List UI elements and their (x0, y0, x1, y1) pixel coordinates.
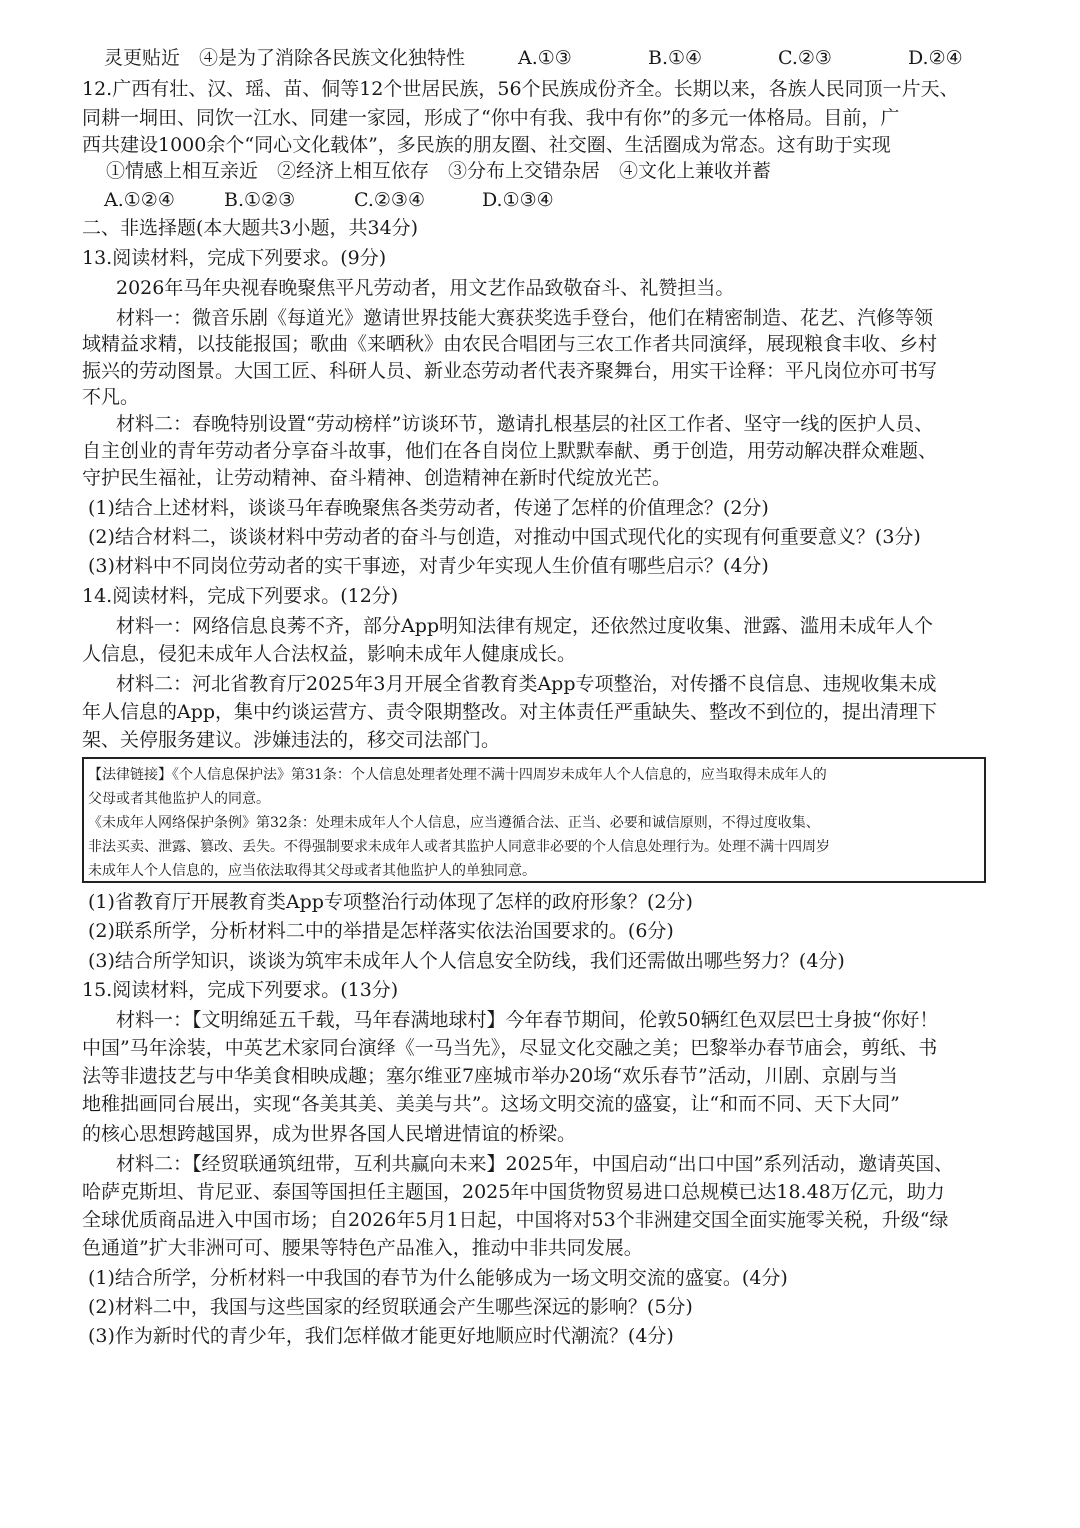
q14-line: 人信息，侵犯未成年人合法权益，影响未成年人健康成长。 (82, 643, 577, 665)
q14-line: 材料二：河北省教育厅2025年3月开展全省教育类App专项整治，对传播不良信息、违规收集未成 (116, 673, 937, 695)
q13-line: 2026年马年央视春晚聚焦平凡劳动者，用文艺作品致敬奋斗、礼赞担当。 (116, 277, 735, 299)
q13-question: (2)结合材料二，谈谈材料中劳动者的奋斗与创造，对推动中国式现代化的实现有何重要意义？(3分) (88, 526, 921, 548)
q14-question: (1)省教育厅开展教育类App专项整治行动体现了怎样的政府形象？(2分) (88, 891, 693, 913)
q13-line: 振兴的劳动图景。大国工匠、科研人员、新业态劳动者代表齐聚舞台，用实干诠释：平凡岗位亦可书写 (82, 360, 938, 382)
q15-line: 哈萨克斯坦、肯尼亚、泰国等国担任主题国，2025年中国货物贸易进口总规模已达18.48万亿元，助力 (82, 1181, 945, 1203)
legal-line: 未成年人个人信息的，应当依法取得其父母或者其他监护人的单独同意。 (88, 863, 536, 879)
q12-line: 12.广西有壮、汉、瑶、苗、侗等12个世居民族，56个民族成份齐全。长期以来，各族人民同顶一片天、 (82, 78, 959, 100)
q13-line: 不凡。 (82, 386, 140, 408)
legal-link-box (82, 757, 986, 883)
q11-option-c: C.②③ (778, 47, 832, 69)
q13-line: 材料一：微音乐剧《每道光》邀请世界技能大赛获奖选手登台，他们在精密制造、花艺、汽修等领 (116, 307, 934, 329)
q12-option-a: A.①②④ (104, 189, 175, 211)
q15-title: 15.阅读材料，完成下列要求。(13分) (82, 979, 399, 1001)
q14-line: 年人信息的App，集中约谈运营方、责令限期整改。对主体责任严重缺失、整改不到位的，提出清理下 (82, 701, 938, 723)
q14-question: (2)联系所学，分析材料二中的举措是怎样落实依法治国要求的。(6分) (88, 920, 674, 942)
q15-line: 法等非遗技艺与中华美食相映成趣；塞尔维亚7座城市举办20场“欢乐春节”活动，川剧、京剧与当 (82, 1065, 898, 1087)
q11-option-b: B.①④ (648, 47, 703, 69)
legal-line: 《未成年人网络保护条例》第32条：处理未成年人个人信息，应当遵循合法、正当、必要和诚信原则，不得过度收集、 (88, 815, 820, 831)
q14-line: 架、关停服务建议。涉嫌违法的，移交司法部门。 (82, 729, 501, 751)
q12-option-c: C.②③④ (354, 189, 425, 211)
q12-option-b: B.①②③ (224, 189, 296, 211)
q13-line: 守护民生福祉，让劳动精神、奋斗精神、创造精神在新时代绽放光芒。 (82, 467, 672, 489)
q15-line: 材料二：【经贸联通筑纽带，互利共赢向未来】2025年，中国启动“出口中国”系列活动，邀请英国、 (116, 1153, 954, 1175)
q15-line: 色通道”扩大非洲可可、腰果等特色产品准入，推动中非共同发展。 (82, 1237, 643, 1259)
q15-line: 地稚拙画同台展出，实现“各美其美、美美与共”。这场文明交流的盛宴，让“和而不同、天下大同” (82, 1093, 900, 1115)
q15-question: (3)作为新时代的青少年，我们怎样做才能更好地顺应时代潮流？(4分) (88, 1325, 674, 1347)
legal-line: 非法买卖、泄露、篡改、丢失。不得强制要求未成年人或者其监护人同意非必要的个人信息处理行为。处理不满十四周岁 (88, 839, 830, 855)
q11-option-a: A.①③ (518, 47, 572, 69)
q13-question: (1)结合上述材料，谈谈马年春晚聚焦各类劳动者，传递了怎样的价值理念？(2分) (88, 497, 769, 519)
q15-line: 中国”马年涂装，中英艺术家同台演绎《一马当先》，尽显文化交融之美；巴黎举办春节庙会，剪纸、书 (82, 1037, 938, 1059)
q12-option-d: D.①③④ (482, 189, 554, 211)
q15-line: 全球优质商品进入中国市场；自2026年5月1日起，中国将对53个非洲建交国全面实施零关税，升级“绿 (82, 1209, 949, 1231)
q15-line: 的核心思想跨越国界，成为世界各国人民增进情谊的桥梁。 (82, 1123, 577, 1145)
q15-line: 材料一：【文明绵延五千载，马年春满地球村】今年春节期间，伦敦50辆红色双层巴士身披“你好！ (116, 1009, 939, 1031)
q12-line: 同耕一垌田、同饮一江水、同建一家园，形成了“你中有我、我中有你”的多元一体格局。目前，广 (82, 107, 900, 129)
q13-title: 13.阅读材料，完成下列要求。(9分) (82, 247, 387, 269)
q14-line: 材料一：网络信息良莠不齐，部分App明知法律有规定，还依然过度收集、泄露、滥用未成年人个 (116, 615, 934, 637)
q11-option-d: D.②④ (908, 47, 963, 69)
q13-line: 自主创业的青年劳动者分享奋斗故事，他们在各自岗位上默默奉献、勇于创造，用劳动解决群众难题、 (82, 440, 938, 462)
q12-line: 西共建设1000余个“同心文化载体”，多民族的朋友圈、社交圈、生活圈成为常态。这有助于实现 (82, 134, 891, 156)
q13-question: (3)材料中不同岗位劳动者的实干事迹，对青少年实现人生价值有哪些启示？(4分) (88, 555, 769, 577)
q11-tail-text: 灵更贴近 ④是为了消除各民族文化独特性 (104, 47, 466, 69)
q12-choices: ①情感上相互亲近 ②经济上相互依存 ③分布上交错杂居 ④文化上兼收并蓄 (106, 160, 772, 182)
q13-line: 域精益求精，以技能报国；歌曲《来晒秋》由农民合唱团与三农工作者共同演绎，展现粮食丰收、乡村 (82, 333, 938, 355)
q13-line: 材料二：春晚特别设置“劳动榜样”访谈环节，邀请扎根基层的社区工作者、坚守一线的医护人员、 (116, 413, 934, 435)
q14-title: 14.阅读材料，完成下列要求。(12分) (82, 585, 399, 607)
section-title: 二、非选择题(本大题共3小题，共34分) (82, 217, 419, 239)
q11-tail-line (104, 44, 963, 72)
q15-question: (2)材料二中，我国与这些国家的经贸联通会产生哪些深远的影响？(5分) (88, 1296, 693, 1318)
q15-question: (1)结合所学，分析材料一中我国的春节为什么能够成为一场文明交流的盛宴。(4分) (88, 1267, 788, 1289)
legal-line: 【法律链接】《个人信息保护法》第31条：个人信息处理者处理不满十四周岁未成年人个人信息的，应当取得未成年人的 (88, 767, 827, 783)
q14-question: (3)结合所学知识，谈谈为筑牢未成年人个人信息安全防线，我们还需做出哪些努力？(4分) (88, 950, 845, 972)
legal-line: 父母或者其他监护人的同意。 (88, 791, 270, 807)
